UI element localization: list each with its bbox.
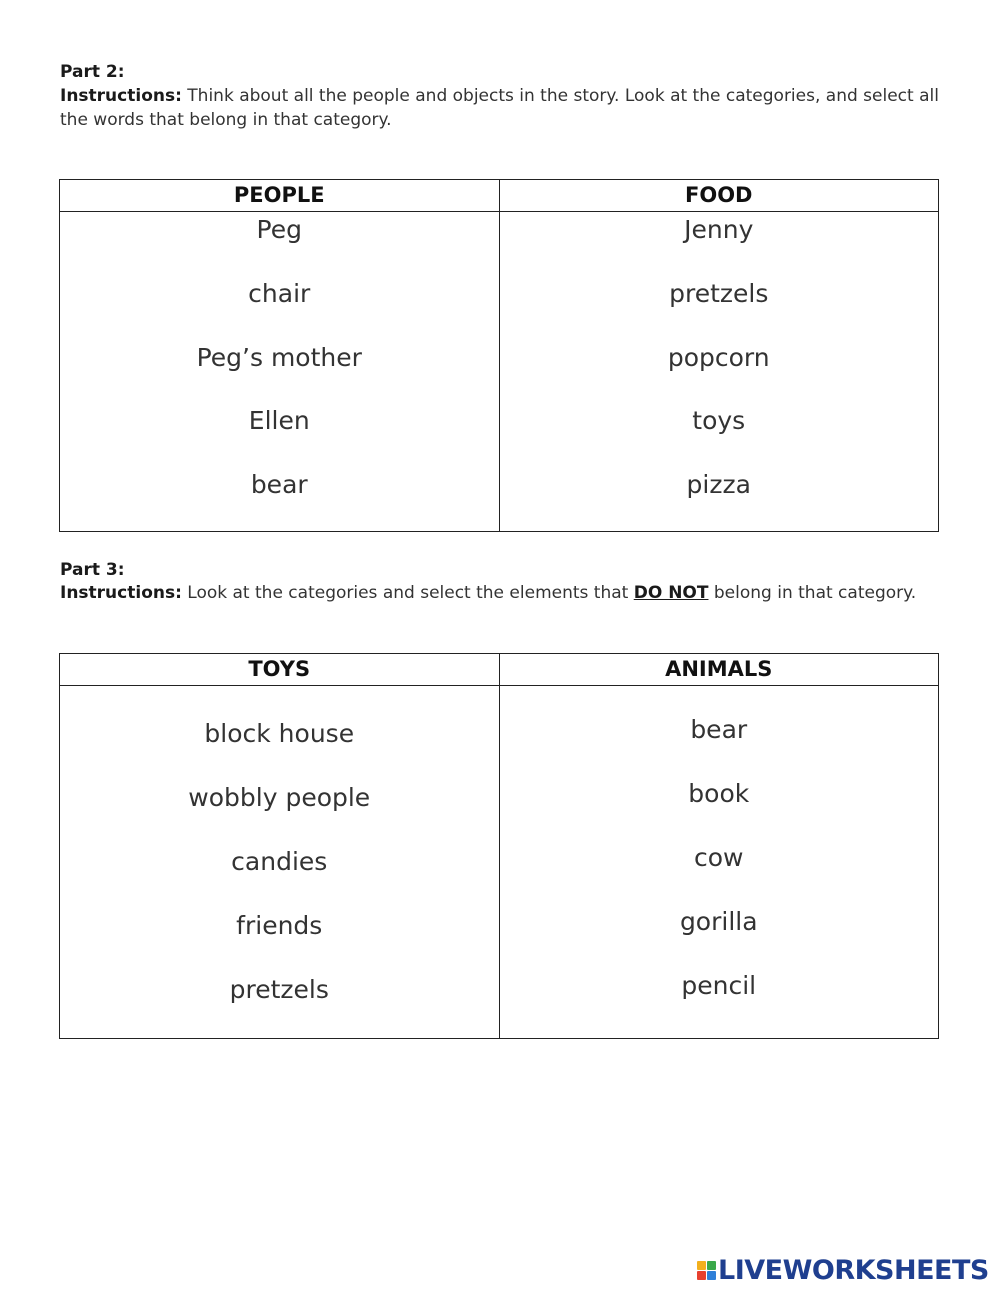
table-header-row: [60, 180, 938, 212]
part2-table: [59, 179, 939, 532]
word-option[interactable]: pretzels: [669, 279, 769, 308]
word-option[interactable]: wobbly people: [188, 783, 371, 812]
table-header-row: [60, 654, 938, 686]
logo-block: [697, 1261, 706, 1270]
logo-block: [707, 1261, 716, 1270]
word-option[interactable]: cow: [694, 843, 744, 872]
word-option[interactable]: book: [688, 779, 750, 808]
part2-instructions: [60, 84, 940, 132]
word-option[interactable]: Peg’s mother: [196, 343, 362, 372]
word-option[interactable]: candies: [231, 847, 328, 876]
word-option[interactable]: friends: [236, 911, 323, 940]
word-option[interactable]: popcorn: [667, 343, 770, 372]
part3-instructions-emphasis: DO NOT: [633, 583, 709, 603]
logo-block: [697, 1271, 706, 1280]
toys-column: [60, 686, 499, 1038]
word-option[interactable]: Ellen: [248, 406, 310, 435]
word-option[interactable]: Jenny: [684, 215, 754, 244]
column-header-food: FOOD: [499, 180, 939, 211]
part3-instructions-post: belong in that category.: [708, 583, 917, 603]
word-option[interactable]: pizza: [686, 470, 751, 499]
part2-instructions-text: Think about all the people and objects in the story. Look at the categories, and select all the words that belong in that category.: [60, 86, 939, 130]
word-option[interactable]: block house: [204, 719, 355, 748]
part3-instructions-label: Instructions:: [60, 583, 182, 603]
logo-blocks-icon: [697, 1261, 716, 1280]
food-column: [499, 212, 939, 531]
part2-heading: Part 2:: [60, 62, 125, 82]
people-column: [60, 212, 499, 531]
word-option[interactable]: chair: [248, 279, 311, 308]
part3-instructions: [60, 581, 940, 605]
part3-instructions-pre: Look at the categories and select the elements that: [181, 583, 634, 603]
word-option[interactable]: bear: [250, 470, 308, 499]
column-header-people: PEOPLE: [233, 183, 325, 207]
part2-instructions-label: Instructions:: [60, 86, 182, 106]
word-option[interactable]: toys: [692, 406, 746, 435]
logo-text: LIVEWORKSHEETS: [718, 1254, 989, 1286]
animals-column: [499, 686, 939, 1038]
part3-table: [59, 653, 939, 1039]
logo-block: [707, 1271, 716, 1280]
word-option[interactable]: Peg: [256, 215, 302, 244]
column-header-animals: ANIMALS: [499, 654, 939, 685]
word-option[interactable]: bear: [690, 715, 748, 744]
word-option[interactable]: pretzels: [229, 975, 329, 1004]
part3-heading: Part 3:: [60, 560, 125, 580]
word-option[interactable]: gorilla: [679, 907, 758, 936]
column-header-toys: TOYS: [248, 657, 311, 681]
word-option[interactable]: pencil: [681, 971, 757, 1000]
liveworksheets-logo: [697, 1254, 989, 1286]
